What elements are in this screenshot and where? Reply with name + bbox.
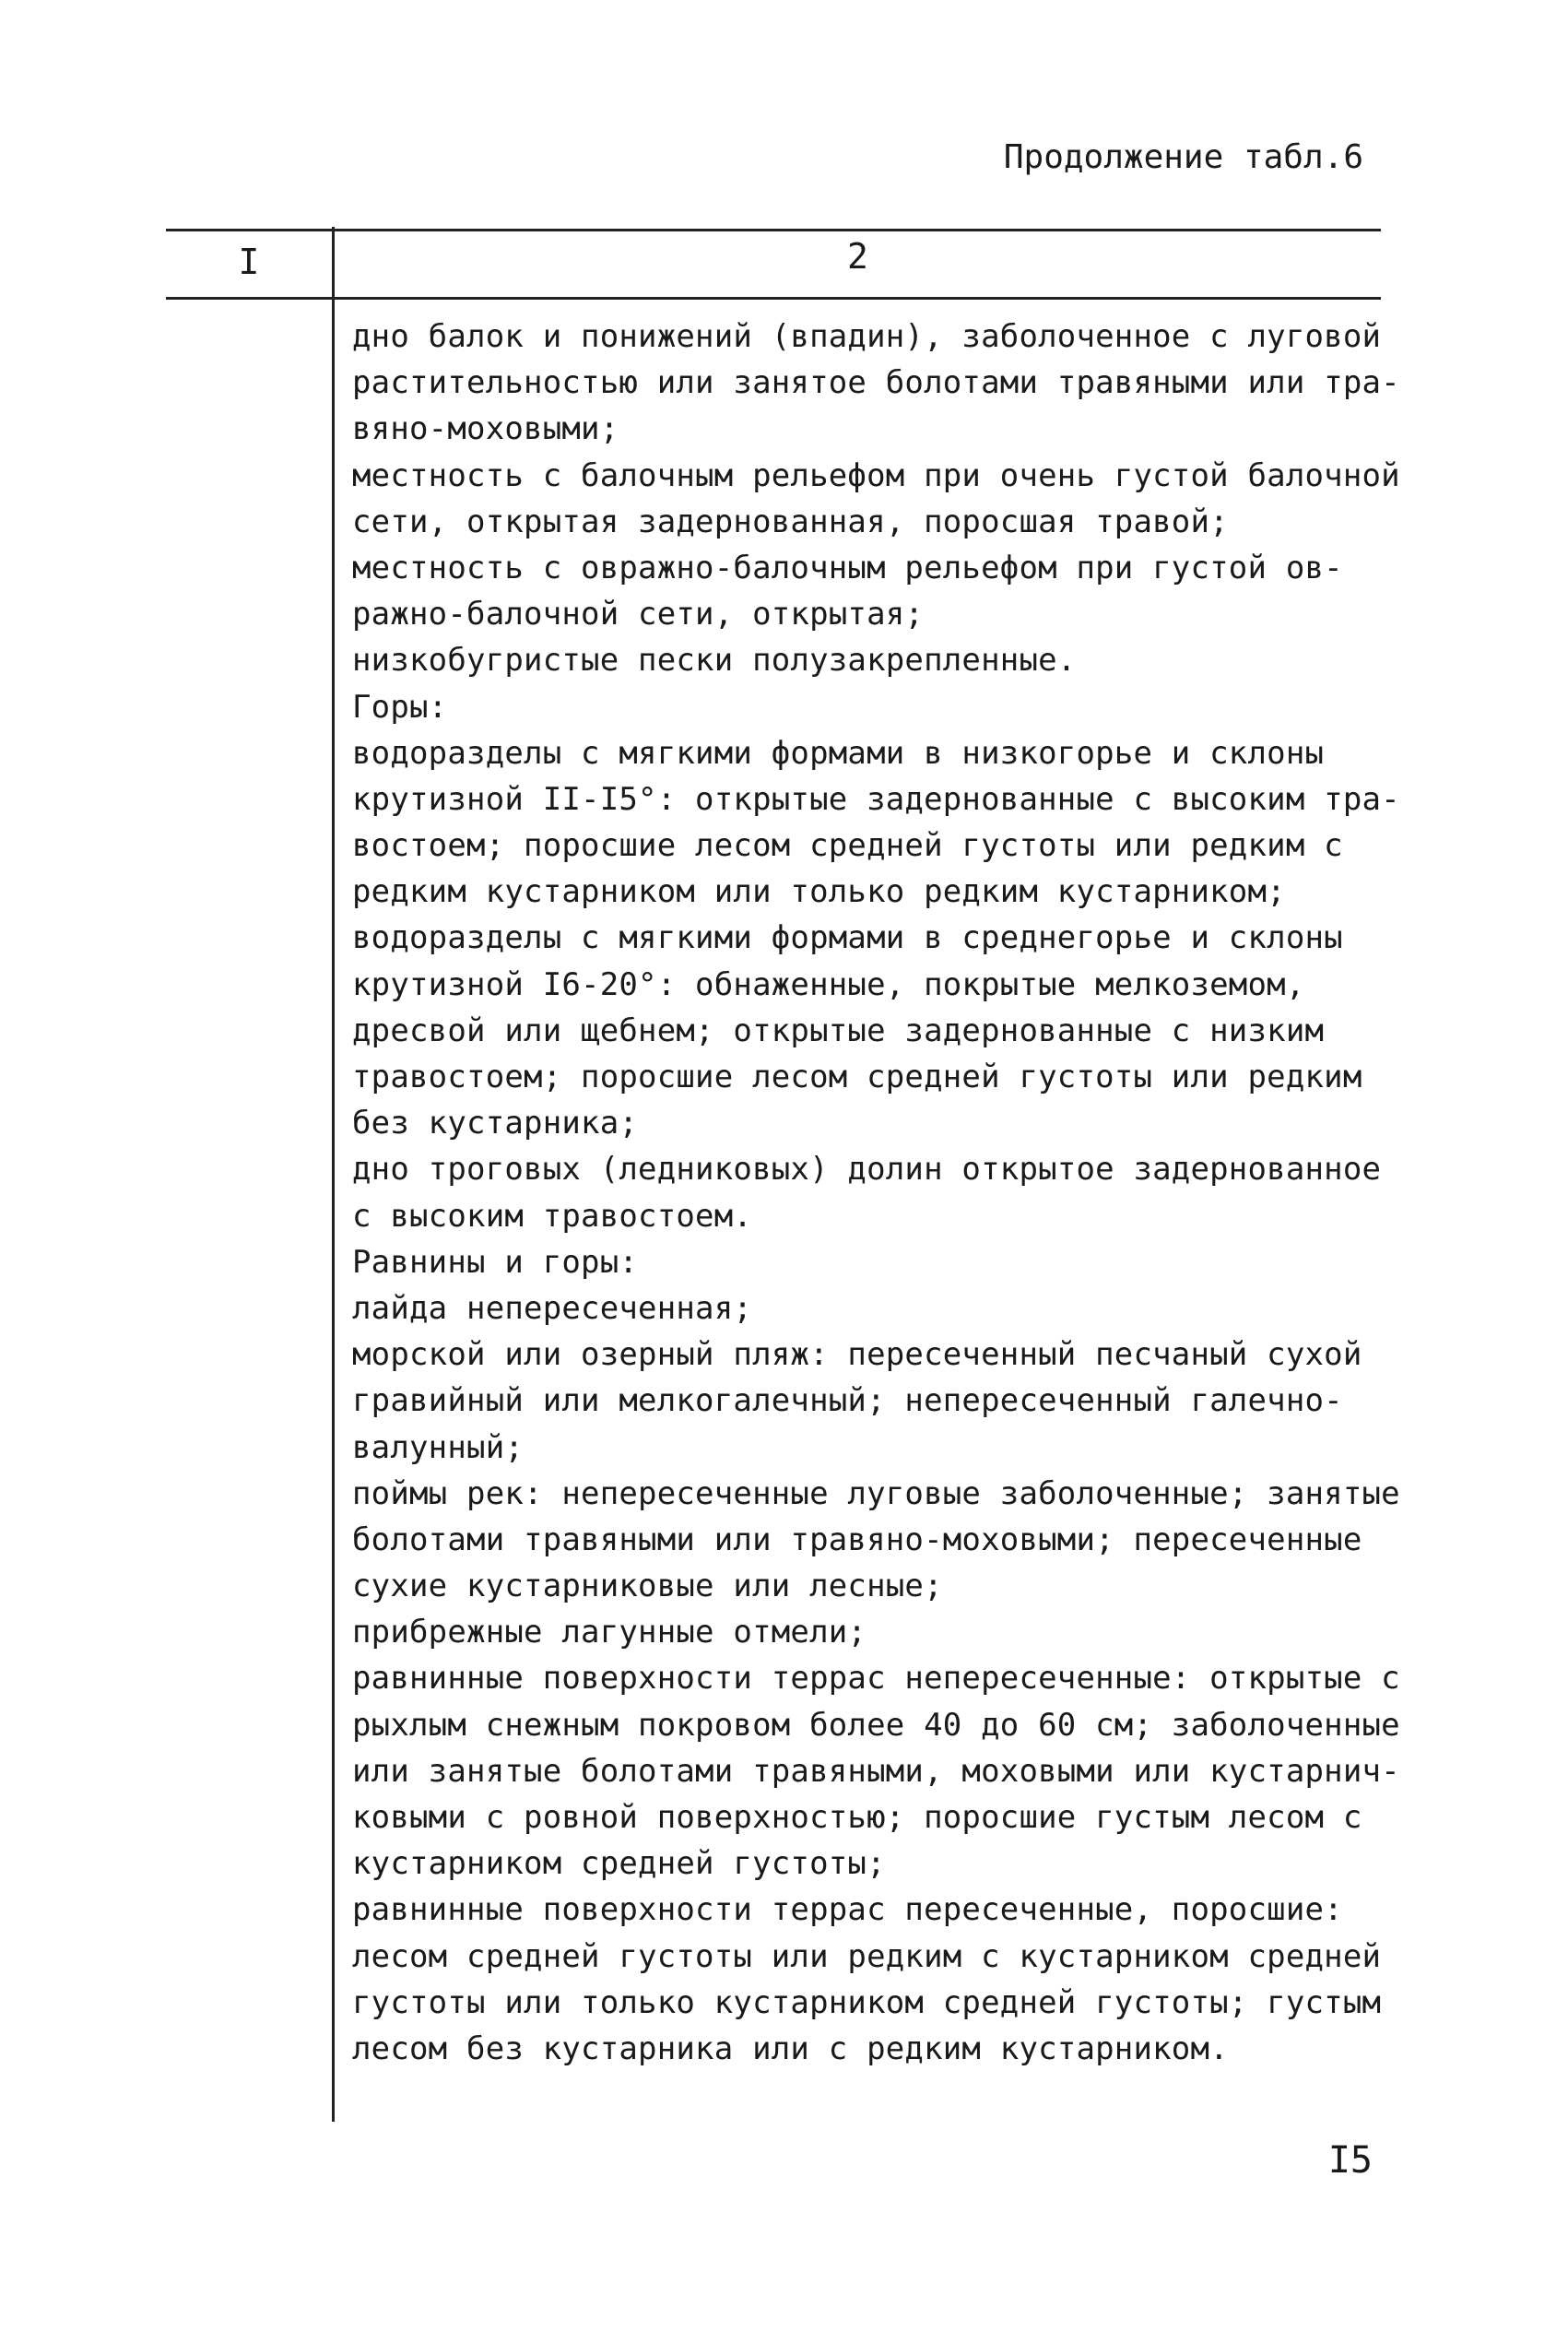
page-number: I5 [1327, 2139, 1373, 2182]
text-line: крутизной II-I5°: открытые задернованные с высоким тра- [352, 780, 1400, 818]
text-line: гравийный или мелкогалечный; непересеченный галечно- [352, 1382, 1343, 1420]
text-line: прибрежные лагунные отмели; [352, 1614, 867, 1651]
table-body-text [352, 314, 1403, 2072]
text-line: сети, открытая задернованная, поросшая травой; [352, 503, 1229, 540]
text-line: сухие кустарниковые или лесные; [352, 1568, 943, 1605]
text-line: редким кустарником или только редким кустарником; [352, 873, 1286, 911]
column-header-1: I [238, 242, 260, 282]
text-line: дно балок и понижений (впадин), заболоченное с луговой [352, 318, 1382, 355]
text-line: густоты или только кустарником средней густоты; густым [352, 1983, 1382, 2021]
text-line: местность с балочным рельефом при очень густой балочной [352, 456, 1400, 494]
text-line: травостоем; поросшие лесом средней густоты или редким [352, 1059, 1362, 1095]
text-line: рыхлым снежным покровом более 40 до 60 см; заболоченные [352, 1706, 1400, 1744]
text-line: поймы рек: непересеченные луговые заболоченные; занятые [352, 1474, 1400, 1512]
text-line: растительностью или занятое болотами травяными или тра- [352, 364, 1400, 402]
text-line: ражно-балочной сети, открытая; [352, 596, 925, 633]
text-line: кустарником средней густоты; [352, 1845, 886, 1883]
column-header-2: 2 [847, 236, 868, 277]
text-line: вяно-моховыми; [352, 410, 619, 448]
text-line: валунный; [352, 1428, 525, 1466]
text-line: болотами травяными или травяно-моховыми; пересеченные [352, 1520, 1362, 1558]
text-line: лайда непересеченная; [352, 1289, 753, 1327]
section-heading: Равнины и горы: [352, 1243, 639, 1281]
section-heading: Горы: [352, 688, 448, 726]
text-line: с высоким травостоем. [352, 1197, 753, 1235]
table-continuation-label: Продолжение табл.6 [1003, 138, 1363, 176]
table-header-rule [166, 297, 1381, 300]
table-top-rule [166, 229, 1381, 231]
text-line: равнинные поверхности террас пересеченные, поросшие: [352, 1891, 1343, 1929]
text-line: крутизной I6-20°: обнаженные, покрытые мелкоземом, [352, 965, 1305, 1003]
text-line: лесом без кустарника или с редким кустарником. [352, 2029, 1229, 2067]
text-line: водоразделы с мягкими формами в среднегорье и склоны [352, 919, 1343, 957]
text-line: без кустарника; [352, 1105, 639, 1142]
text-line: востоем; поросшие лесом средней густоты или редким с [352, 827, 1343, 865]
text-line: водоразделы с мягкими формами в низкогорье и склоны [352, 734, 1325, 772]
text-line: равнинные поверхности террас непересеченные: открытые с [352, 1660, 1400, 1698]
text-line: низкобугристые пески полузакрепленные. [352, 642, 1077, 680]
column-divider [332, 227, 335, 2122]
text-line: морской или озерный пляж: пересеченный песчаный сухой [352, 1336, 1362, 1374]
text-line: ковыми с ровной поверхностью; поросшие густым лесом с [352, 1799, 1362, 1836]
text-line: дно троговых (ледниковых) долин открытое задернованное [352, 1151, 1382, 1189]
text-line: лесом средней густоты или редким с кустарником средней [352, 1937, 1382, 1975]
text-line: дресвой или щебнем; открытые задернованные с низким [352, 1012, 1325, 1049]
text-line: или занятые болотами травяными, моховыми или кустарнич- [352, 1752, 1400, 1790]
text-line: местность с овражно-балочным рельефом при густой ов- [352, 549, 1343, 586]
